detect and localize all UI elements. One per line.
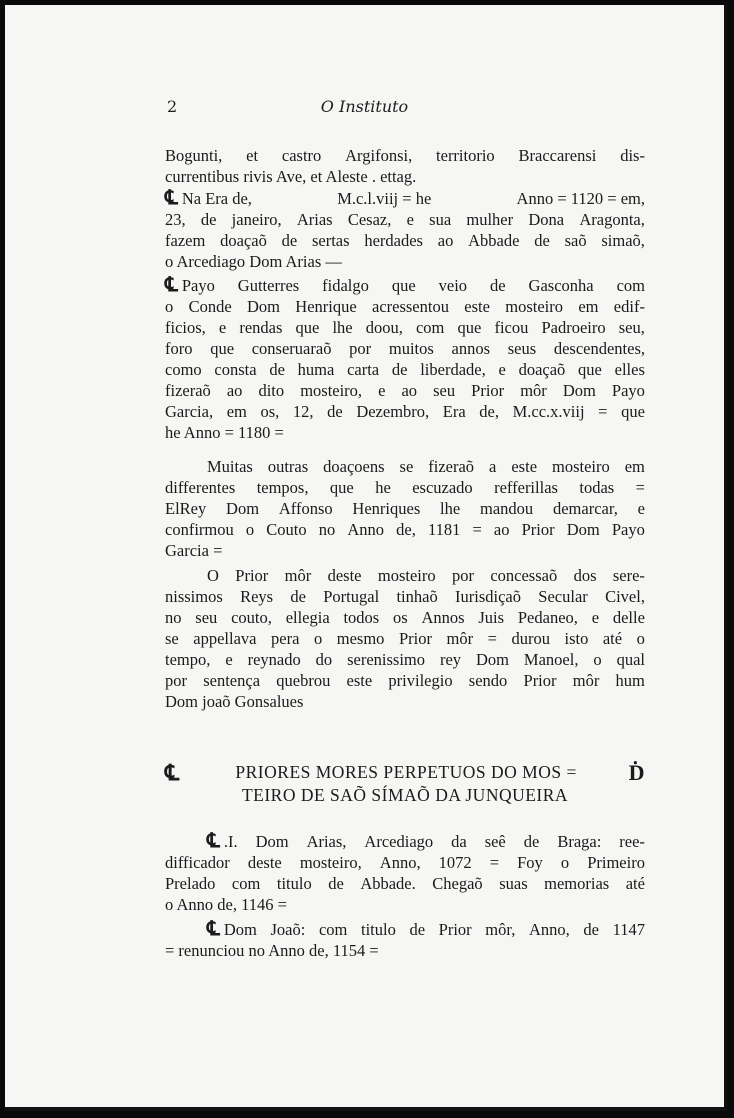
text-line: 23, de janeiro, Arias Cesaz, e sua mulher Dona Aragonta, (165, 210, 645, 229)
text-line: como consta de huma carta de liberdade, e doaçaõ que elles (165, 360, 645, 379)
paragraph-mark-icon: ℄ (207, 830, 220, 852)
text-line: differentes tempos, que he escuzado refferillas todas = (165, 478, 645, 497)
text-line: ElRey Dom Affonso Henriques lhe mandou demarcar, e (165, 499, 645, 518)
paragraph-mark-icon: ℄ (165, 274, 178, 296)
text-line: fizeraõ ao dito mosteiro, e ao seu Prior môr Dom Payo (165, 381, 645, 400)
running-title: O Instituto (320, 97, 409, 116)
text-line: O Prior môr deste mosteiro por concessaõ dos sere- (207, 566, 645, 585)
section-heading (165, 761, 645, 807)
text-line: Garcia, em os, 12, de Dezembro, Era de, M.cc.x.viij = que (165, 402, 645, 421)
text-line: Bogunti, et castro Argifonsi, territorio Braccarensi dis- (165, 146, 645, 165)
text-line: tempo, e reynado do serenissimo rey Dom Manoel, o qual (165, 650, 645, 669)
text-line: ℄ Na Era de, M.c.l.viij = he Anno = 1120 = em, (165, 187, 645, 209)
text-line: por sentença quebrou este privilegio sendo Prior môr hum (165, 671, 645, 690)
text-line: difficador deste mosteiro, Anno, 1072 = Foy o Primeiro (165, 853, 645, 872)
paragraph-mark-icon: ℄ (207, 918, 220, 940)
text-line: ℄ Dom Joaõ: com titulo de Prior môr, Anno, de 1147 (207, 918, 645, 940)
text-line: confirmou o Couto no Anno de, 1181 = ao Prior Dom Payo (165, 520, 645, 539)
text-line: se appellava pera o mesmo Prior môr = durou isto até o (165, 629, 645, 648)
text-line: currentibus rivis Ave, et Aleste . ettag. (165, 167, 417, 186)
prior-entry-1 (165, 831, 645, 915)
text-line: o Anno de, 1146 = (165, 895, 287, 914)
prior-entry-2 (165, 919, 645, 961)
text-line: nissimos Reys de Portugal tinhaõ Iurisdiçaõ Secular Civel, (165, 587, 645, 606)
paragraph-5 (165, 565, 645, 712)
heading-line-1: ℄ PRIORES MORES PERPETUOS DO MOS = Ḋ (165, 759, 645, 785)
text-line: o Conde Dom Henrique acressentou este mosteiro em edif- (165, 297, 645, 316)
paragraph-1 (165, 145, 645, 187)
paragraph-mark-icon: ℄ (165, 759, 180, 785)
text-line: ficios, e rendas que lhe doou, com que ficou Padroeiro seu, (165, 318, 645, 337)
text-line: Dom joaõ Gonsalues (165, 692, 304, 711)
text-line: Muitas outras doaçoens se fizeraõ a este mosteiro em (207, 457, 645, 476)
paragraph-4 (165, 456, 645, 561)
text-line: ℄ Payo Gutterres fidalgo que veio de Gasconha com (165, 274, 645, 296)
paragraph-2 (165, 188, 645, 272)
heading-line-2: TEIRO DE SAÕ SÍMAÕ DA JUNQUEIRA (241, 785, 569, 805)
page (5, 5, 727, 1111)
text-line: fazem doaçaõ de sertas herdades ao Abbade de saõ simaõ, (165, 231, 645, 250)
ornament-icon: Ḋ (628, 760, 645, 785)
text-line: he Anno = 1180 = (165, 423, 284, 442)
text-line: ℄ .I. Dom Arias, Arcediago da seê de Braga: ree- (207, 830, 645, 852)
paragraph-mark-icon: ℄ (165, 187, 178, 209)
text-line: no seu couto, ellegia todos os Annos Juis Pedaneo, e delle (165, 608, 645, 627)
text-line: Garcia = (165, 541, 223, 560)
text-line: = renunciou no Anno de, 1154 = (165, 941, 379, 960)
paragraph-3 (165, 275, 645, 443)
page-number: 2 (167, 97, 178, 116)
text-line: foro que conseruaraõ por muitos annos seus descendentes, (165, 339, 645, 358)
text-line: o Arcediago Dom Arias — (165, 252, 342, 271)
text-line: Prelado com titulo de Abbade. Chegaõ suas memorias até (165, 874, 645, 893)
